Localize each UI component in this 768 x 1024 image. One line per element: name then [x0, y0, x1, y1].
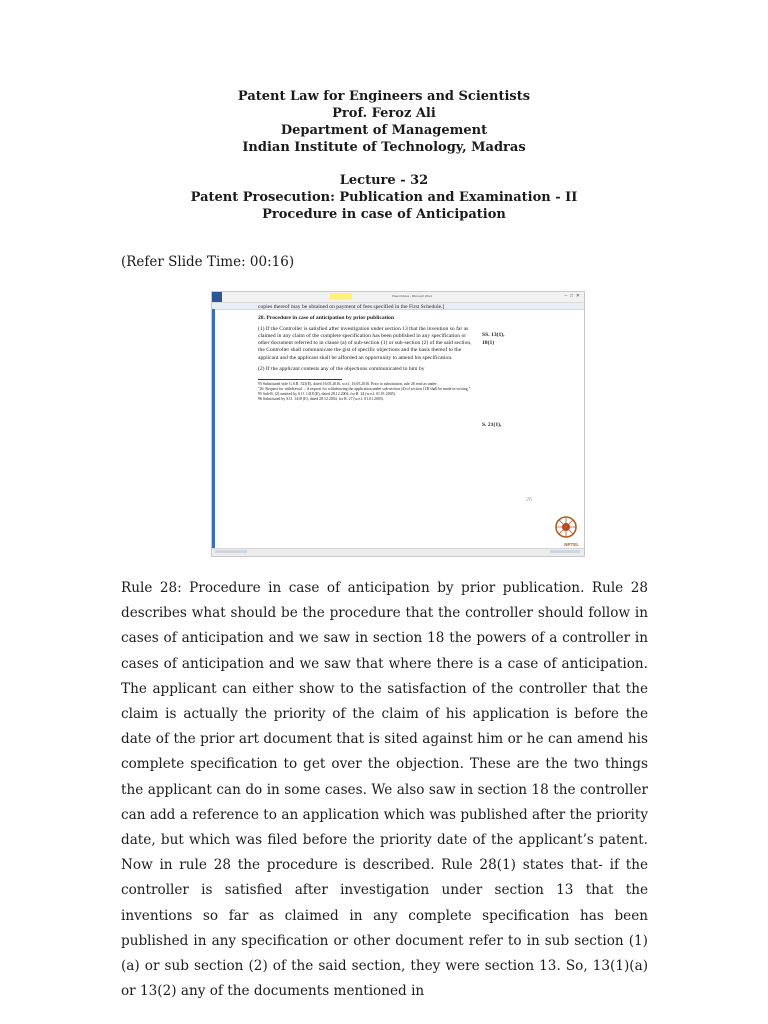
left-margin-bar — [212, 309, 215, 548]
lecture-subtopic: Procedure in case of Anticipation — [262, 207, 506, 222]
footnote-1: 95 Substituted vide G.S.R. 523(E), dated 16.05.2016, w.e.f. 16.05.2016. Prior to substitution, rule 26 read as under: — [258, 381, 438, 386]
margin-ref-3: S. 21(1), — [482, 422, 502, 428]
body-paragraph: Rule 28: Procedure in case of anticipation by prior publication. Rule 28 describes what should be the procedure that the controller should follow in cases of anticipation and we saw in section 18 the powers of a controller in cases of anticipation and we saw that where there is a case of anticipation. The applicant can either show to the satisfaction of the controller that the claim is actually the priority of the claim of his application is before the date of the prior art document that is sited against him or he can amend his complete specification to get over the objection. These are the two things the applicant can do in some cases. We also saw in section 18 the controller can add a reference to an application which was published after the priority date, but which was filed before the priority date of the applicant’s patent. Now in rule 28 the procedure is described. Rule 28(1) states that- if the controller is satisfied after investigation under section 13 that the inventions so far as claimed in any complete specification has been published in any specification or other document refer to in sub section (1)(a) or sub section (2) of the said section, they were section 13. So, 13(1)(a) or 13(2) any of the documents mentioned in — [121, 580, 648, 1000]
refer-slide-time: (Refer Slide Time: 00:16) — [121, 254, 295, 270]
file-tab — [212, 292, 222, 302]
footnote-2: "26. Request for withdrawal. – A request for withdrawing the application under sub-section (4) of section 11B shall be made in writing." — [258, 386, 471, 391]
lecture-header — [0, 172, 768, 223]
margin-ref-1: SS. 13(1), — [482, 332, 505, 338]
footnote-divider — [258, 379, 342, 380]
rule-para-2: (2) If the applicant contests any of the objections communicated to him by — [258, 365, 425, 372]
word-titlebar — [212, 292, 584, 303]
document-header — [0, 88, 768, 156]
window-controls-icon: – □ ✕ — [564, 293, 580, 299]
status-bar — [212, 548, 584, 556]
lecture-number: Lecture - 32 — [339, 173, 429, 188]
footnote-4: 96 Substituted by S.O. 1418 (E), dated 28.12.2004, for R. 27 (w.e.f. 01.01.2005). — [258, 397, 385, 402]
footnote-3: 95 Sub-R. (2) omitted by S.O. 1418 (E), dated 28.12.2004, for R. 24 (w.e.f. 01.01.2005). — [258, 391, 396, 396]
status-page-info — [215, 550, 247, 553]
nptel-logo-text: NPTEL — [564, 542, 579, 547]
window-title: Patent Rules - Microsoft Word — [392, 294, 432, 298]
highlighted-ribbon-tab — [330, 293, 352, 299]
slide-screenshot — [211, 291, 585, 557]
zoom-slider — [550, 550, 580, 553]
margin-ref-2: 18(1) — [482, 340, 495, 346]
course-title: Patent Law for Engineers and Scientists — [237, 89, 531, 104]
department-name: Department of Management — [280, 123, 488, 138]
lecture-topic: Patent Prosecution: Publication and Examination - II — [190, 190, 578, 205]
rule-para-1: (1) If the Controller is satisfied after investigation under section 13 that the invention so far as claimed in any claim of the complete specification has been published in any specification or other document referred to in clause (a) of sub-section (1) or sub-section (2) of the said section, the Controller shall communicate the gist of specific objections and the basis thereof to the applicant and the applicant shall be afforded an opportunity to amend his specification. — [258, 326, 472, 361]
rule-heading: 28. Procedure in case of anticipation by prior publication — [258, 315, 394, 322]
institute-name: Indian Institute of Technology, Madras — [242, 140, 526, 155]
slide-content — [258, 304, 530, 402]
lead-in-text: copies thereof may be obtained on payment of fees specified in the First Schedule.] — [258, 304, 445, 310]
professor-name: Prof. Feroz Ali — [332, 106, 436, 121]
page-number: 26 — [526, 497, 532, 503]
